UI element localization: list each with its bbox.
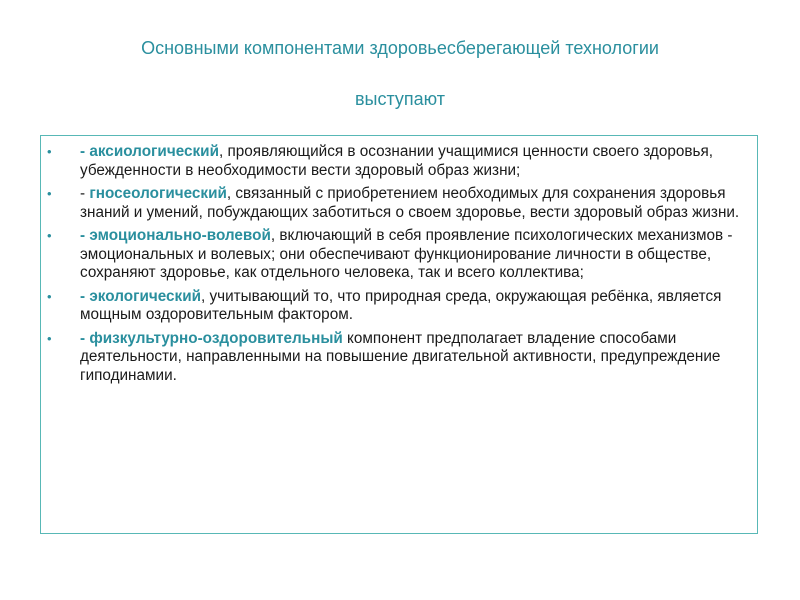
list-item-ecological <box>47 288 753 325</box>
list-item-physical-health <box>47 330 753 386</box>
slide-title-continuation: выступают <box>354 89 446 109</box>
item-text: , проявляющийся в осознании учащимися ценности своего здоровья, убежденности в необходимости вести здоровый образ жизни; <box>80 143 713 179</box>
item-text: компонент предполагает владение способами деятельности, направленными на повышение двигательной активности, предупреждение гиподинамии. <box>80 329 721 384</box>
bullet-dot-icon: • <box>47 186 52 201</box>
item-keyword: - физкультурно-оздоровительный <box>80 329 343 347</box>
slide-title: Основными компонентами здоровьесберегающей технологии <box>141 38 659 58</box>
item-keyword: - экологический <box>80 287 202 305</box>
bullet-dot-icon: • <box>47 288 52 304</box>
bullet-dot-icon: • <box>47 144 52 159</box>
list-item-axiological <box>47 143 753 180</box>
bullet-dot-icon: • <box>47 228 52 243</box>
item-keyword: гносеологический <box>89 185 227 202</box>
list-item-emotional-volitional <box>47 227 753 283</box>
bullet-dot-icon: • <box>47 330 52 346</box>
components-list <box>47 143 753 390</box>
item-keyword: - аксиологический <box>80 143 219 160</box>
item-text: , включающий в себя проявление психологических механизмов - эмоциональных и волевых; они обеспечивают функционирование личности в обществе, сохраняют здоровье, как отдельного человека, так и всего коллектива; <box>80 227 733 281</box>
list-item-gnoseological <box>47 185 753 222</box>
item-text: , связанный с приобретением необходимых для сохранения здоровья знаний и умений, побуждающих заботиться о своем здоровье, вести здоровый образ жизни. <box>80 185 740 221</box>
item-prefix: - <box>80 185 90 202</box>
item-text: , учитывающий то, что природная среда, окружающая ребёнка, является мощным оздоровительным фактором. <box>80 287 722 323</box>
item-keyword: - эмоционально-волевой <box>80 227 271 244</box>
content-box <box>40 135 758 534</box>
